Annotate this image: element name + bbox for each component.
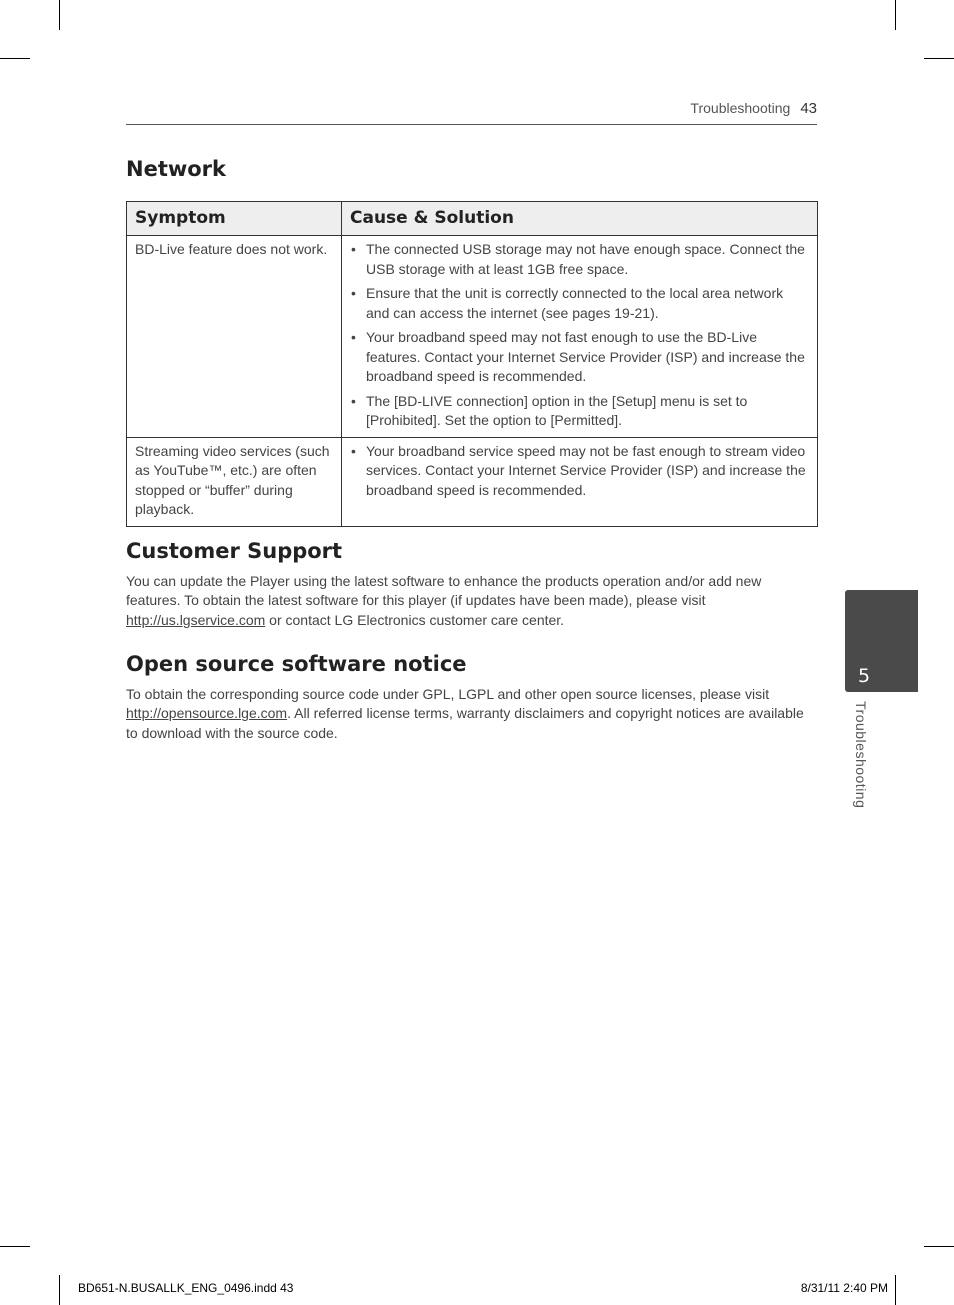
column-header-symptom: Symptom — [127, 202, 342, 236]
network-table — [126, 201, 818, 527]
cause-list — [350, 240, 809, 431]
crop-mark — [924, 1246, 954, 1247]
lg-service-link[interactable]: http://us.lgservice.com — [126, 611, 266, 628]
column-header-cause-solution: Cause & Solution — [342, 202, 818, 236]
network-heading: Network — [126, 157, 227, 181]
text-span: . All referred license terms, warranty disclaimers and copyright notices are available to download with the source code. — [126, 705, 804, 741]
file-slug: BD651-N.BUSALLK_ENG_0496.indd 43 — [78, 1281, 294, 1295]
list-item: • The [BD-LIVE connection] option in the [Setup] menu is set to [Prohibited]. Set the option to [Permitted]. — [366, 392, 809, 431]
running-header — [126, 100, 817, 125]
cause-cell — [342, 236, 818, 438]
text-span: To obtain the corresponding source code under GPL, LGPL and other open source licenses, please visit — [126, 686, 770, 702]
open-source-heading: Open source software notice — [126, 652, 467, 676]
section-name: Troubleshooting — [690, 100, 791, 116]
chapter-number: 5 — [858, 665, 871, 687]
open-source-text — [126, 685, 806, 743]
chapter-tab — [845, 590, 918, 692]
crop-mark — [924, 58, 954, 59]
list-item: • Ensure that the unit is correctly connected to the local area network and can access the internet (see pages 19-21). — [366, 284, 809, 323]
page-number: 43 — [800, 100, 817, 117]
customer-support-text — [126, 572, 806, 630]
table-row — [127, 437, 818, 526]
customer-support-heading: Customer Support — [126, 539, 343, 563]
list-item: • The connected USB storage may not have enough space. Connect the USB storage with at least 1GB free space. — [366, 240, 809, 279]
list-item: • Your broadband speed may not fast enough to use the BD-Live features. Contact your Internet Service Provider (ISP) and increase the broadband speed is recommended. — [366, 328, 809, 387]
cause-cell — [342, 437, 818, 526]
list-item: • Your broadband service speed may not be fast enough to stream video services. Contact your Internet Service Provider (ISP) and increase the broadband speed is recommended. — [366, 442, 809, 501]
crop-mark — [0, 58, 30, 59]
crop-mark — [59, 1275, 60, 1305]
crop-mark — [895, 0, 896, 30]
open-source-link[interactable]: http://opensource.lge.com — [126, 705, 288, 722]
text-span: You can update the Player using the latest software to enhance the products operation and/or add new features. To obtain the latest software for this player (if updates have been made), please visit — [126, 573, 762, 609]
text-span: or contact LG Electronics customer care center. — [265, 611, 565, 628]
crop-mark — [59, 0, 60, 30]
print-timestamp: 8/31/11 2:40 PM — [800, 1281, 888, 1295]
crop-mark — [895, 1275, 896, 1305]
symptom-cell: BD-Live feature does not work. — [127, 236, 342, 438]
symptom-cell: Streaming video services (such as YouTube™, etc.) are often stopped or “buffer” during playback. — [127, 437, 342, 526]
cause-list — [350, 442, 809, 501]
table-header-row — [127, 202, 818, 236]
crop-mark — [0, 1246, 30, 1247]
table-row — [127, 236, 818, 438]
chapter-label: Troubleshooting — [853, 701, 869, 809]
